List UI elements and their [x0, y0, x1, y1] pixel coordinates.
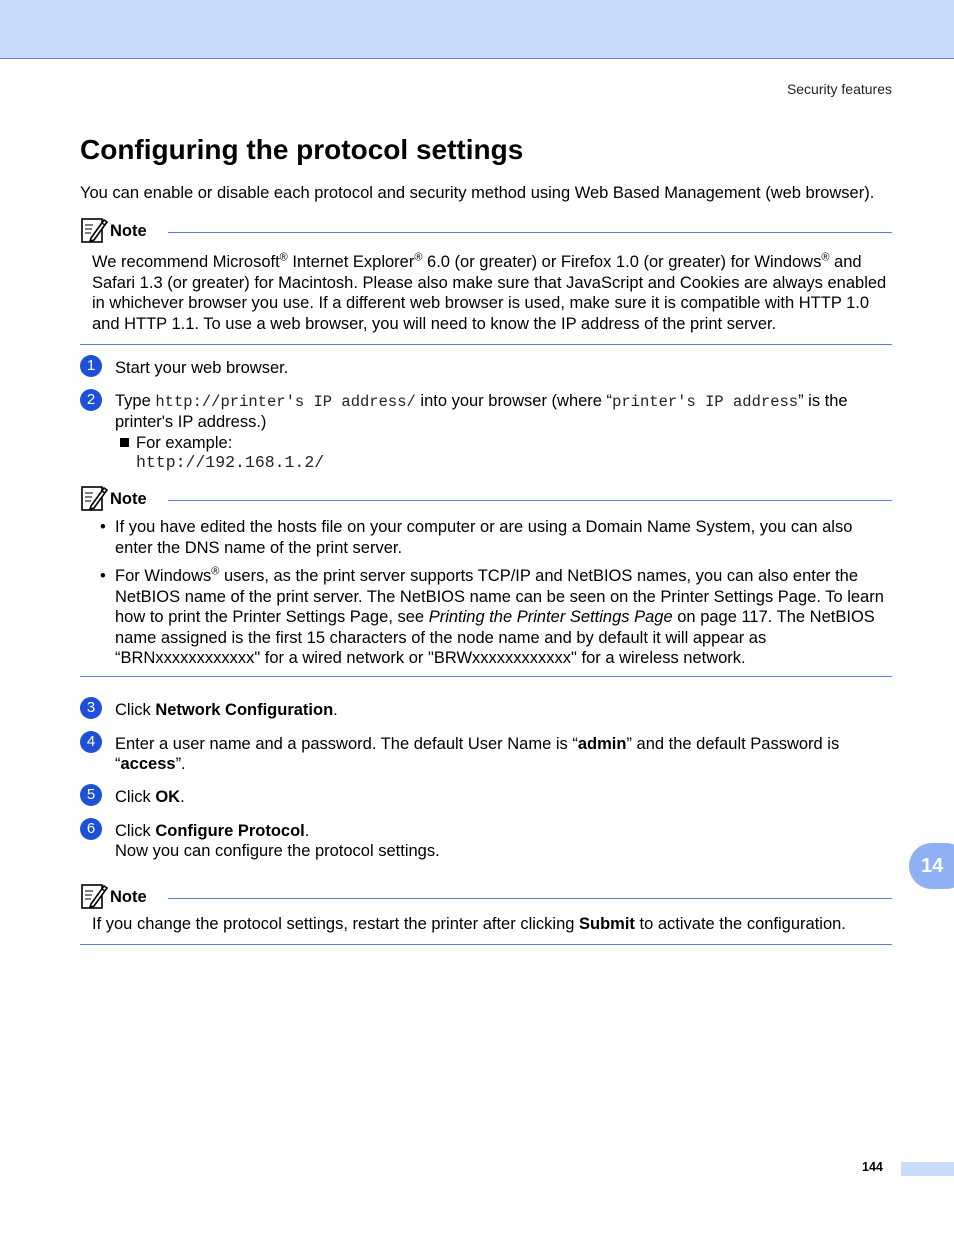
step-number-badge: 2	[80, 389, 102, 411]
page-number: 144	[862, 1160, 883, 1174]
note-pencil-icon	[80, 484, 108, 512]
step-number-badge: 6	[80, 818, 102, 840]
step-text: Click Network Configuration.	[115, 701, 338, 719]
note-divider	[168, 232, 892, 233]
page-title: Configuring the protocol settings	[80, 134, 524, 165]
note-bullet-list	[100, 517, 892, 677]
example-label: For example:	[120, 433, 900, 453]
chapter-tab[interactable]: 14	[909, 843, 954, 889]
step-number-badge: 5	[80, 784, 102, 806]
step-number-badge: 3	[80, 697, 102, 719]
note-end-rule	[80, 344, 892, 345]
note-header	[80, 484, 892, 514]
step-text: Click OK.	[115, 788, 185, 806]
note-end-rule	[80, 676, 892, 677]
note-pencil-icon	[80, 882, 108, 910]
note-divider	[168, 898, 892, 899]
note-pencil-icon	[80, 216, 108, 244]
note-submit-paragraph: If you change the protocol settings, restart the printer after clicking Submit to activate the configuration.	[92, 915, 846, 933]
page-number-bar	[901, 1162, 954, 1176]
list-item: • If you have edited the hosts file on your computer or are using a Domain Name System, you can also enter the DNS name of the print server.	[100, 517, 892, 558]
header-band	[0, 0, 954, 59]
note-title: Note	[110, 888, 147, 906]
step-text: Click Configure Protocol. Now you can configure the protocol settings.	[115, 822, 440, 860]
note-end-rule	[80, 944, 892, 945]
note-title: Note	[110, 222, 147, 240]
step-number-badge: 4	[80, 731, 102, 753]
intro-paragraph: You can enable or disable each protocol and security method using Web Based Management (web browser).	[80, 184, 875, 202]
note-divider	[168, 500, 892, 501]
step-number-badge: 1	[80, 355, 102, 377]
section-label: Security features	[786, 81, 892, 97]
note-title: Note	[110, 490, 147, 508]
list-item: • For Windows® users, as the print server supports TCP/IP and NetBIOS names, you can also enter the NetBIOS name of the print server. The NetBIOS name can be seen on the Printer Settings Page. To learn how to print the Printer Settings Page, see Printing the Printer Settings Page on page 117. The NetBIOS name assigned is the first 15 characters of the node name and by default it will appear as “BRNxxxxxxxxxxxx" for a wired network or "BRWxxxxxxxxxxxx" for a wireless network.	[100, 566, 892, 669]
step-text: Start your web browser.	[115, 359, 289, 377]
note-header	[80, 882, 892, 912]
step-text: Enter a user name and a password. The default User Name is “admin” and the default Password is “access”.	[115, 735, 840, 773]
step-text: Type http://printer's IP address/ into your browser (where “printer's IP address” is the printer's IP address.)	[115, 392, 848, 431]
note-header	[80, 216, 892, 246]
example-url: http://192.168.1.2/	[136, 453, 325, 472]
square-bullet-icon	[120, 438, 129, 447]
note-recommend-paragraph: We recommend Microsoft® Internet Explorer® 6.0 (or greater) or Firefox 1.0 (or greater) for Windows® and Safari 1.3 (or greater) for Macintosh. Please also make sure that JavaScript and Cookies are always enabled in whichever browser you use. If a different web browser is used, make sure it is compatible with HTTP 1.0 and HTTP 1.1. To use a web browser, you will need to know the IP address of the print server.	[92, 251, 887, 333]
